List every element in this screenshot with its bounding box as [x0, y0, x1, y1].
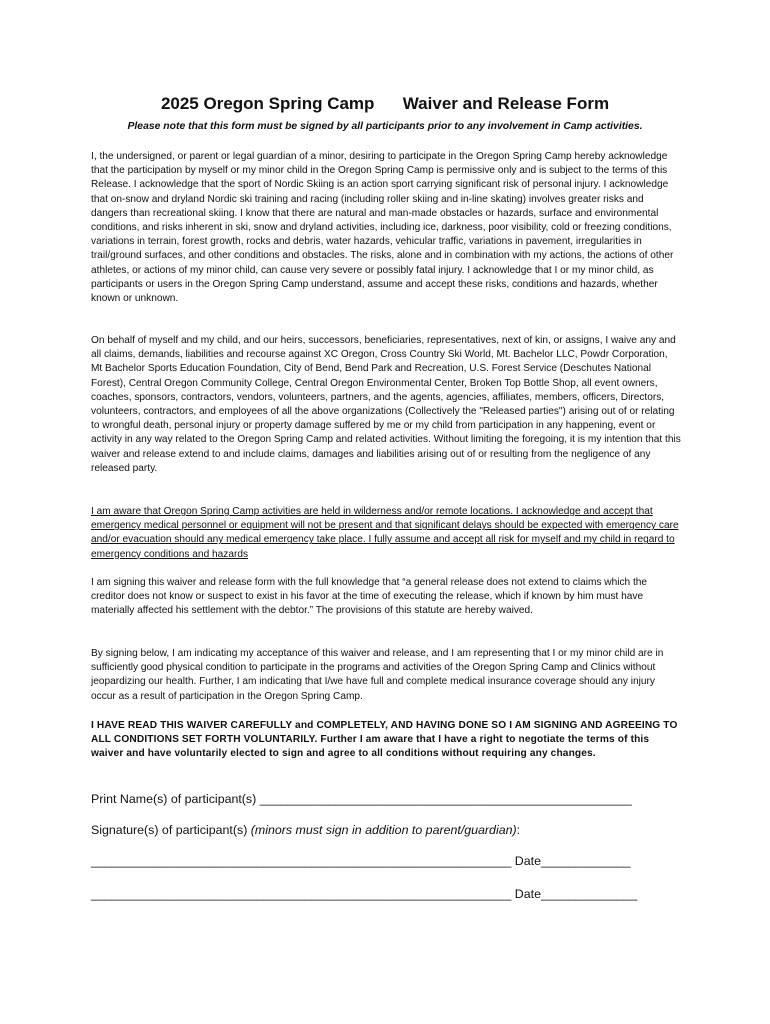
signature-minor-note: (minors must sign in addition to parent/guardian)	[250, 823, 517, 837]
signature-label: Signature(s) of participant(s)	[91, 823, 251, 837]
signature-label-line	[91, 823, 520, 837]
paragraph-acceptance-statement: I HAVE READ THIS WAIVER CAREFULLY and COMPLETELY, AND HAVING DONE SO I AM SIGNING AND AGREEING TO ALL CONDITIONS SET FORTH VOLUNTARILY. Further I am aware that I have a right to negotiate the terms of this waiver and have voluntarily elected to sign and agree to all conditions without requiring any changes.	[91, 720, 678, 760]
signature-date-field-2[interactable]: _____________________________________________________________ Date______________	[91, 887, 638, 901]
paragraph-physical-condition: By signing below, I am indicating my acceptance of this waiver and release, and I am representing that I or my minor child are in sufficiently good physical condition to participate in the programs and activities of the Oregon Spring Camp and Clinics without jeopardizing our health. Further, I am indicating that I/we have full and complete medical insurance coverage should any injury occur as a result of participation in the Oregon Spring Camp.	[91, 648, 664, 702]
print-name-field[interactable]: Print Name(s) of participant(s) ______________________________________________________	[91, 792, 632, 806]
paragraph-remote-locations: I am aware that Oregon Spring Camp activities are held in wilderness and/or remote locations. I acknowledge and accept that emergency medical personnel or equipment will not be present and that significant delays should be expected with emergency care and/or evacuation should any medical emergency take place. I fully assume and accept all risk for myself and my child in regard to emergency conditions and hazards	[91, 506, 679, 560]
paragraph-waiver-of-claims: On behalf of myself and my child, and our heirs, successors, beneficiaries, representatives, next of kin, or assigns, I waive any and all claims, demands, liabilities and recourse against XC Oregon, Cross Country Ski World, Mt. Bachelor LLC, Powdr Corporation, Mt Bachelor Sports Education Foundation, City of Bend, Bend Park and Recreation, U.S. Forest Service (Deschutes National Forest), Central Oregon Community College, Central Oregon Environmental Center, Broken Top Bottle Shop, all event owners, coaches, sponsors, contractors, vendors, volunteers, partners, and the agents, agencies, affiliates, members, officers, Directors, volunteers, contractors, and employees of all the above organizations (Collectively the "Released parties") arising out of or relating to wrongful death, personal injury or property damage suffered by me or my child from participation in any happening, event or activity in any way related to the Oregon Spring Camp and related activities. Without limiting the foregoing, it is my intention that this waiver and release extend to and include claims, damages and liabilities arising out of or resulting from the negligence of any released party.	[91, 335, 681, 474]
signature-requirement-note: Please note that this form must be signed by all participants prior to any involvement in Camp activities.	[127, 121, 643, 132]
signature-colon: :	[516, 823, 521, 837]
signature-date-field-1[interactable]: _____________________________________________________________ Date_____________	[91, 854, 631, 868]
paragraph-general-release: I am signing this waiver and release form with the full knowledge that “a general release does not extend to claims which the creditor does not know or suspect to exist in his favor at the time of executing the release, which if known by him must have materially affected his settlement with the debtor.” The provisions of this statute are hereby waived.	[91, 577, 648, 617]
paragraph-acknowledgement-of-risk: I, the undersigned, or parent or legal guardian of a minor, desiring to participate in the Oregon Spring Camp hereby acknowledge that the participation by myself or my minor child in the Oregon Spring Camp is permissive only and is subject to the terms of this Release. I acknowledge that the sport of Nordic Skiing is an action sport carrying significant risk of personal injury. I acknowledge that on-snow and dryland Nordic ski training and racing (including roller skiing and in-line skating) involves greater risks and dangers than recreational skiing. I know that there are natural and man-made obstacles or hazards, surface and environmental conditions, and risks inherent in ski, snow and dryland activities, including ice, darkness, poor visibility, cold or freezing conditions, variations in terrain, forest growth, rocks and debris, water hazards, vehicular traffic, variations in pavement, irregularities in trail/ground surfaces, and other conditions and obstacles. The risks, alone and in combination with my actions, the actions of other athletes, or actions of my minor child, can cause very severe or possibly fatal injury. I acknowledge that I or my minor child, as participants or users in the Oregon Spring Camp understand, assume and accept these risks, conditions and hazards, whether known or unknown.	[91, 151, 674, 305]
form-title: 2025 Oregon Spring Camp Waiver and Release Form	[160, 94, 610, 113]
